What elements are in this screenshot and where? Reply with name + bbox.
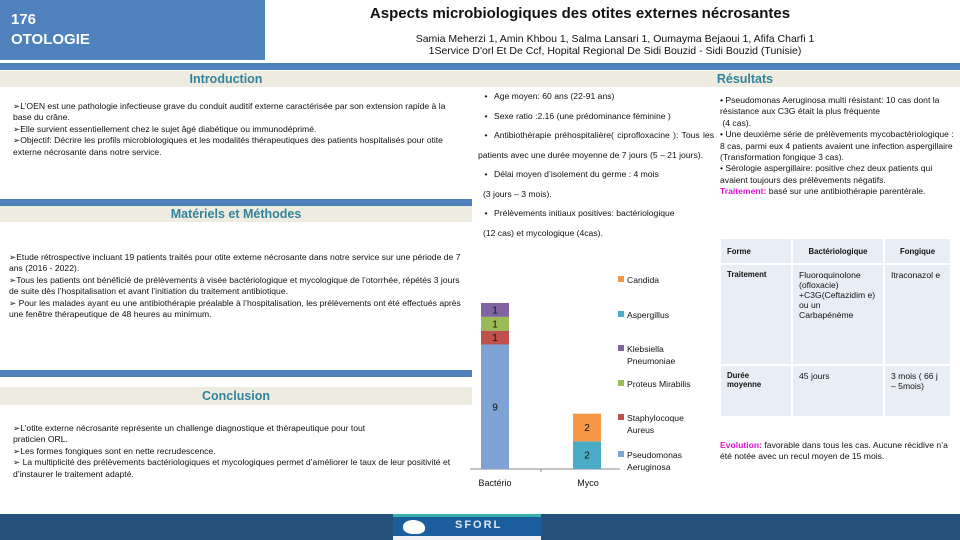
table-cell: Itraconazol e <box>885 265 950 364</box>
legend-swatch <box>618 380 624 386</box>
legend-item <box>618 449 713 473</box>
data-label: 2 <box>584 450 590 462</box>
conclusion-line: ➢L’otite externe nécrosante représente un challenge diagnostique et thérapeutique pour tout praticien ORL. <box>13 423 366 445</box>
traitement-note: Traitement: basé sur une antibiothérapie parentérale. <box>720 186 926 197</box>
introduction-text <box>13 101 453 158</box>
table-cell: 3 mois ( 66 j – 5mois) <box>885 366 950 416</box>
methods-text <box>9 252 461 320</box>
table-row <box>721 265 950 364</box>
poster-title: Aspects microbiologiques des otites externes nécrosantes <box>369 5 791 22</box>
legend-label: Aspergillus <box>627 310 670 320</box>
conclusion-line: ➢Les formes fongiques sont en nette recrudescence. <box>13 445 216 456</box>
divider-bar <box>0 199 472 206</box>
divider-bar <box>0 63 960 70</box>
treatment-table <box>719 237 952 418</box>
data-label: 1 <box>492 333 498 345</box>
table-cell: Durée moyenne <box>721 366 791 416</box>
methods-line: ➢Tous les patients ont bénéficié de prélèvements à visée bactériologique et mycologique de l’otorrhée, répétés 3 jours de suite dès l’hospitalisation et avant l’initiation du traitement antibiotique. <box>9 274 460 297</box>
result-item: (3 jours – 3 mois). <box>483 188 552 199</box>
legend-swatch <box>618 311 624 317</box>
result-item: (4 cas). <box>720 117 752 128</box>
poster-category: OTOLOGIE <box>11 31 90 48</box>
table-cell: Fluoroquinolone (ofloxacie) +C3G(Ceftazidim e) ou un Carbapénème <box>793 265 883 364</box>
result-item: • Age moyen: 60 ans (22-91 ans) <box>484 91 615 101</box>
data-label: 1 <box>492 319 498 331</box>
intro-line: ➢Elle survient essentiellement chez le sujet âgé diabétique ou immunodéprimé. <box>13 123 317 134</box>
results-heading: Résultats <box>716 72 774 86</box>
table-header: Fongique <box>885 239 950 263</box>
methods-line: ➢ Pour les malades ayant eu une antibiothérapie préalable à l’hospitalisation, les prélèvements ont été effectués après une fenêtre thérapeutique de 48 heures au minimum. <box>9 297 461 320</box>
legend-label: Candida <box>627 275 660 285</box>
result-item: • Prélèvements initiaux positives: bactériologique <box>484 208 675 218</box>
divider-bar <box>0 370 472 377</box>
legend-swatch <box>618 345 624 351</box>
table-row <box>721 366 950 416</box>
table-header: Forme <box>721 239 791 263</box>
result-item: • Délai moyen d’isolement du germe : 4 mois <box>484 169 659 179</box>
result-item: (12 cas) et mycologique (4cas). <box>483 227 603 238</box>
conclusion-text <box>13 423 463 480</box>
legend-label: Staphylocoque Aureus <box>627 413 684 435</box>
data-label: 9 <box>492 402 498 414</box>
results-col2 <box>720 95 955 198</box>
microbiology-chart <box>470 265 715 495</box>
result-item: • Une deuxième série de prélèvements mycobactériologique : 8 cas, parmi eux 4 patients avaient une infection aspergillaire (Transformation fongique 3 cas). <box>720 129 954 163</box>
affiliation: 1Service D'orl Et De Ccf, Hopital Regional De Sidi Bouzid - Sidi Bouzid (Tunisie) <box>428 45 802 57</box>
legend-item <box>618 378 713 390</box>
table-cell: 45 jours <box>793 366 883 416</box>
table-cell: Traitement <box>721 265 791 364</box>
introduction-heading: Introduction <box>189 72 263 86</box>
results-col1 <box>478 87 714 243</box>
table-header: Bactériologique <box>793 239 883 263</box>
authors: Samia Meherzi 1, Amin Khbou 1, Salma Lansari 1, Oumayma Bejaoui 1, Afifa Charfi 1 <box>415 33 815 45</box>
sforl-logo: SFORL <box>393 514 541 540</box>
result-item: • Pseudomonas Aeruginosa multi résistant: 10 cas dont la résistance aux C3G était la plus fréquente <box>720 95 940 117</box>
poster-id-box <box>0 0 265 60</box>
data-label: 2 <box>584 423 590 434</box>
legend-label: Proteus Mirabilis <box>627 379 691 389</box>
table-header-row <box>721 239 950 263</box>
intro-line: ➢L’OEN est une pathologie infectieuse grave du conduit auditif externe caractérisée par son extension rapide à la base du crâne. <box>13 101 446 123</box>
authors-block <box>300 33 930 57</box>
methods-heading: Matériels et Méthodes <box>0 206 472 222</box>
legend-item <box>618 412 713 436</box>
result-item: • Sexe ratio :2.16 (une prédominance féminine ) <box>484 110 671 121</box>
methods-line: ➢Etude rétrospective incluant 19 patients traités pour otite externe nécrosante dans notre service sur une période de 7 ans (2016 - 2022). <box>9 252 461 274</box>
intro-line: ➢Objectif: Décrire les profils microbiologiques et les modalités thérapeutiques des patients hospitalisés pour otite externe nécrosante dans notre service. <box>13 135 443 157</box>
poster-number: 176 <box>11 11 37 28</box>
evolution-note: Evolution: favorable dans tous les cas. Aucune récidive n’a été notée avec un recul moyen de 15 mois. <box>720 440 948 462</box>
legend-swatch <box>618 276 624 282</box>
legend-label: Klebsiella Pneumoniae <box>627 344 676 366</box>
x-tick-label: Myco <box>577 478 599 488</box>
x-tick-label: Bactério <box>478 478 512 488</box>
legend-swatch <box>618 414 624 420</box>
legend-label: Pseudomonas Aeruginosa <box>627 450 682 472</box>
result-item: • Antibiothérapie préhospitalière( ciprofloxacine ): Tous les patients avec une durée moyenne de 7 jours (5 – 21 jours). <box>478 130 714 160</box>
legend-item <box>618 343 713 367</box>
conclusion-line: ➢ La multiplicité des prélèvements bactériologiques et mycologiques permet d’améliorer le taux de leur positivité et d’instaurer le traitement adapté. <box>13 457 451 479</box>
traitement-label: Traitement: <box>720 186 767 197</box>
result-item: • Sérologie aspergillaire: positive chez deux patients qui avaient toujours des prélèvements négatifs. <box>720 163 933 185</box>
data-label: 1 <box>492 305 498 317</box>
conclusion-heading: Conclusion <box>0 387 472 405</box>
legend-item <box>618 309 713 321</box>
legend-swatch <box>618 451 624 457</box>
legend-item <box>618 274 713 286</box>
evolution-label: Evolution: <box>720 440 763 450</box>
